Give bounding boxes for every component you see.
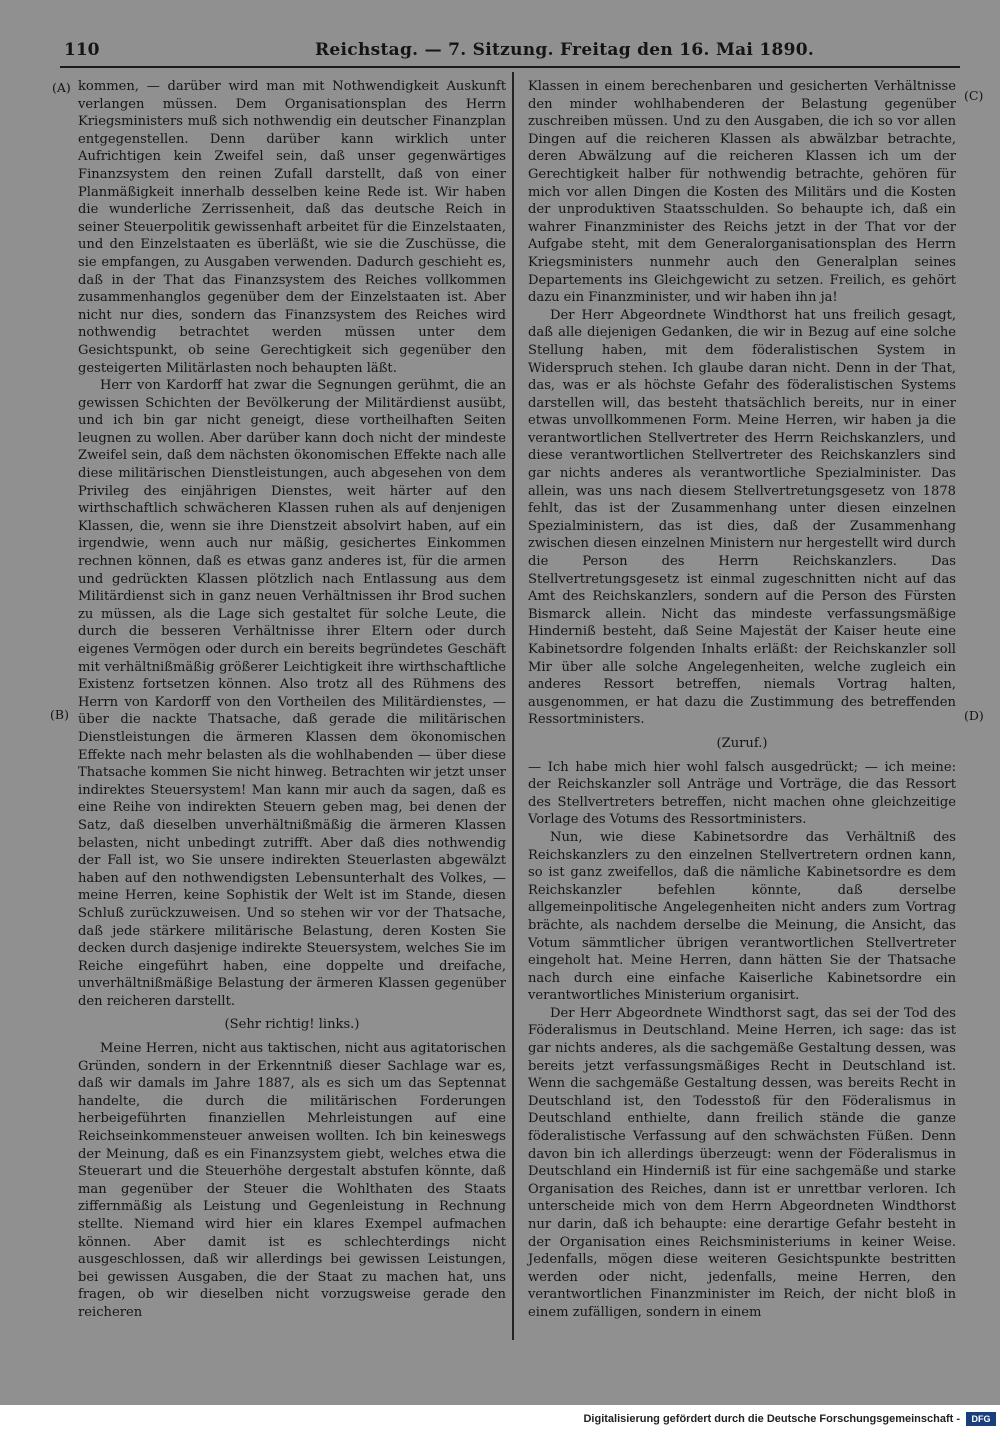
margin-mark-b: (B) (50, 707, 69, 722)
right-column (528, 78, 956, 1338)
column-divider (512, 72, 514, 1340)
paragraph: Der Herr Abgeordnete Windthorst sagt, das sei der Tod des Föderalismus in Deutschland. Meine Herren, ich sage: das ist gar nichts anderes, als die sachgemäße Gestaltung dessen, was bereits jetzt verfassungsmäßiges Recht in Deutschland ist. Wenn die sachgemäße Gestaltung dessen, was bereits Recht in Deutschland ist, den Todesstoß für den Föderalismus in Deutschland enthielte, dann freilich stände die ganze föderalistische Verfassung auf den schwächsten Füßen. Denn davon bin ich allerdings überzeugt: wenn der Föderalismus in Deutschland ein Hinderniß ist für eine sachgemäße und starke Organisation des Reiches, dann ist er unrettbar verloren. Ich unterscheide mich von dem Herrn Abgeordneten Windthorst nur darin, daß ich behaupte: eine derartige Gefahr besteht in der Organisation eines Reichsministeriums in keiner Weise. Jedenfalls, mögen diese weiteren Gesichtspunkte bestritten werden oder nicht, jedenfalls, meine Herren, den verantwortlichen Finanzminister im Reich, der nicht bloß in einem zufälligen, sondern in einem (528, 1005, 956, 1320)
paragraph: Klassen in einem berechenbaren und gesicherten Verhältnisse den minder wohlhabenderen der Belastung gegenüber zuschreiben müssen. Und zu den Ausgaben, die ich so vor allen Dingen auf die reicheren Klassen als abwälzbar betrachte, deren Abwälzung auf die reicheren Klassen ich um der Gerechtigkeit halber für nothwendig betrachte, gehören für mich vor allen Dingen die Kosten des Militärs und die Kosten der unproduktiven Staatsschulden. So behaupte ich, daß ein wahrer Finanzminister des Reichs jetzt in der That vor der Aufgabe steht, mit dem Generalorganisationsplan des Herrn Kriegsministers nunmehr auch den Generalplan seines Departements ins Gleichgewicht zu setzen. Freilich, es gehört dazu ein Finanzminister, und wir haben ihn ja! (528, 79, 956, 306)
interjection: (Sehr richtig! links.) (224, 1017, 360, 1033)
paragraph: Herr von Kardorff hat zwar die Segnungen gerühmt, die an gewissen Schichten der Bevölkerung der Militärdienst ausübt, und ich bin gar nicht geneigt, diese vortheilhaften Seiten leugnen zu wollen. Aber darüber kann doch nicht der mindeste Zweifel sein, daß dem nächsten ökonomischen Effekte nach alle diese militärischen Dienstleistungen, auch abgesehen von dem Privileg des einjährigen Dienstes, weit härter auf den wirthschaftlich schwächeren Klassen ruhen als auf denjenigen Klassen, die, wenn sie ihre Dienstzeit absolvirt haben, auf ein irgendwie, wenn auch nur mäßig, gesichertes Einkommen rechnen können, daß es etwas ganz anderes ist, für die armen und gedrückten Klassen plötzlich nach Entlassung aus dem Militärdienst sich in ganz neuen Verhältnissen ihr Brod suchen zu müssen, als die Lage sich gestaltet für solche Leute, die durch die besseren Verhältnisse ihrer Eltern oder durch eigenes Vermögen oder durch ein bereits begründetes Geschäft mit verhältnißmäßig größerer Leichtigkeit ihre wirthschaftliche Existenz fortsetzen können. Also trotz all des Rühmens des Herrn von Kardorff von den Vortheilen des Militärdienstes, — über die nackte Thatsache, daß gerade die militärischen Dienstleistungen die ärmeren Klassen dem ökonomischen Effekte nach mehr belasten als die wohlhabenden — über diese Thatsache kommen Sie nicht hinweg. Betrachten wir jetzt unser indirektes Steuersystem! Man kann mir auch da sagen, daß es eine Reihe von indirekten Steuern geben mag, bei denen der Satz, daß dieselben unverhältnißmäßig die ärmeren Klassen belasten, nicht unbedingt zutrifft. Aber daß dies nothwendig der Fall ist, wo Sie unsere indirekten Steuerlasten abgewälzt haben auf den nothwendigsten Lebensunterhalt des Volkes, — meine Herren, keine Sophistik der Welt ist im Stande, diesen Schluß zurückzuweisen. Und so stehen wir vor der Thatsache, daß jede stärkere militärische Belastung, deren Kosten Sie decken durch dasjenige indirekte Steuersystem, welches Sie im Reiche eingeführt haben, eine doppelte und dreifache, unverhältnißmäßige Belastung der ärmeren Klassen gegenüber den reicheren darstellt. (78, 378, 506, 1009)
margin-mark-d: (D) (964, 708, 984, 723)
paragraph: kommen, — darüber wird man mit Nothwendigkeit Auskunft verlangen müssen. Dem Organisationsplan des Herrn Kriegsministers muß sich nothwendig ein deutscher Finanzplan entgegenstellen. Denn darüber kann wirklich unter Aufrichtigen kein Zweifel sein, daß unser gegenwärtiges Finanzsystem den reinen Zufall darstellt, daß von einer Planmäßigkeit innerhalb desselben keine Rede ist. Wir haben die wunderliche Zerrissenheit, daß das deutsche Reich in seiner Steuerpolitik gewissenhaft arbeitet für die Einzelstaaten, und den Einzelstaaten es überläßt, wie sie die Zuschüsse, die sie empfangen, zu Ausgaben verwenden. Dadurch geschieht es, daß in der That das Finanzsystem des Reiches vollkommen zusammenhanglos gegenüber dem der Einzelstaaten ist. Aber nicht nur dies, sondern das Finanzsystem des Reiches wird nothwendig betrachtet werden müssen unter dem Gesichtspunkt, ob seine Gerechtigkeit sich gegenüber den gesteigerten Militärlasten noch behaupten läßt. (78, 79, 506, 376)
paragraph: Nun, wie diese Kabinetsordre das Verhältniß des Reichskanzlers zu den einzelnen Stellvertretern ordnen kann, so ist ganz zweifellos, daß die nämliche Kabinetsordre es dem Reichskanzler befehlen könnte, daß derselbe allgemeinpolitische Angelegenheiten nicht anders zum Vortrag brächte, als nachdem derselbe die Meinung, die Ansicht, das Votum sämmtlicher übrigen verantwortlichen Stellvertreter eingeholt hat. Meine Herren, dann hätten Sie der Thatsache nach durch eine einfache Kaiserliche Kabinetsordre ein verantwortliches Ministerium organisirt. (528, 829, 956, 1004)
margin-mark-a: (A) (52, 80, 71, 95)
footer (0, 1405, 1000, 1432)
margin-mark-c: (C) (964, 88, 984, 103)
interjection: (Zuruf.) (716, 735, 768, 751)
page-header (60, 36, 960, 68)
paragraph: — Ich habe mich hier wohl falsch ausgedrückt; — ich meine: der Reichskanzler soll Anträge und Vorträge, die das Ressort des Stellvertreters betreffen, nicht machen ohne gleichzeitige Vorlage des Votums des Ressortministers. (528, 759, 956, 828)
paragraph: Der Herr Abgeordnete Windthorst hat uns freilich gesagt, daß alle diejenigen Gedanken, die wir in Bezug auf eine solche Stellung haben, mit dem föderalistischen System in Widerspruch stehen. Ich glaube daran nicht. Denn in der That, das, was er als höchste Gefahr des föderalistischen Systems darstellen will, das besteht thatsächlich bereits, nur in einer etwas unvollkommenen Form. Meine Herren, wir haben ja die verantwortlichen Stellvertreter des Herrn Reichskanzlers, und diese verantwortlichen Stellvertreter des Reichskanzlers sind gar nichts anderes als verantwortliche Spezialminister. Das allein, was uns nach diesem Stellvertretungsgesetz von 1878 fehlt, das ist der Zusammenhang unter diesen einzelnen Spezialministern, das ist dies, daß der Zusammenhang zwischen diesen einzelnen Ministern nur hergestellt wird durch die Person des Herrn Reichskanzlers. Das Stellvertretungsgesetz ist einmal zugeschnitten nicht auf das Amt des Reichskanzlers, sondern auf die Person des Fürsten Bismarck allein. Nicht das mindeste verfassungsmäßige Hinderniß besteht, daß Seine Majestät der Kaiser heute eine Kabinetsordre folgenden Inhalts erläßt: der Reichskanzler soll Mir über alle solche Angelegenheiten, welche zugleich ein anderes Ressort betreffen, niemals Vortrag halten, ausgenommen, er hat dazu die Zustimmung des betreffenden Ressortministers. (528, 307, 956, 728)
dfg-logo-icon: DFG (966, 1412, 996, 1426)
page-number: 110 (64, 40, 100, 60)
paragraph: Meine Herren, nicht aus taktischen, nicht aus agitatorischen Gründen, sondern in der Erkenntniß dieser Sachlage war es, daß wir damals im Jahre 1887, als es sich um das Septennat handelte, die durch die militärischen Forderungen herbeigeführten finanziellen Mehrleistungen auf eine Reichseinkommensteuer anweisen wollten. Ich bin keineswegs der Meinung, daß es ein Finanzsystem giebt, welches etwa die Steuerart und die Steuerhöhe dergestalt abstufen könnte, daß man gegenüber der Steuer die Wohlthaten des Staats ziffernmäßig als Leistung und Gegenleistung in Rechnung stellte. Niemand wird hier ein klares Exempel aufmachen können. Aber damit ist es schlechterdings nicht ausgeschlossen, daß wir allerdings bei gewissen Leistungen, bei gewissen Ausgaben, die der Staat zu machen hat, uns fragen, ob wir dieselben nicht vorzugsweise gerade den reicheren (78, 1041, 506, 1320)
running-head: Reichstag. — 7. Sitzung. Freitag den 16. Mai 1890. (315, 40, 815, 60)
left-column (78, 78, 506, 1350)
digitization-credit: Digitalisierung gefördert durch die Deutsche Forschungsgemeinschaft - (583, 1413, 960, 1425)
